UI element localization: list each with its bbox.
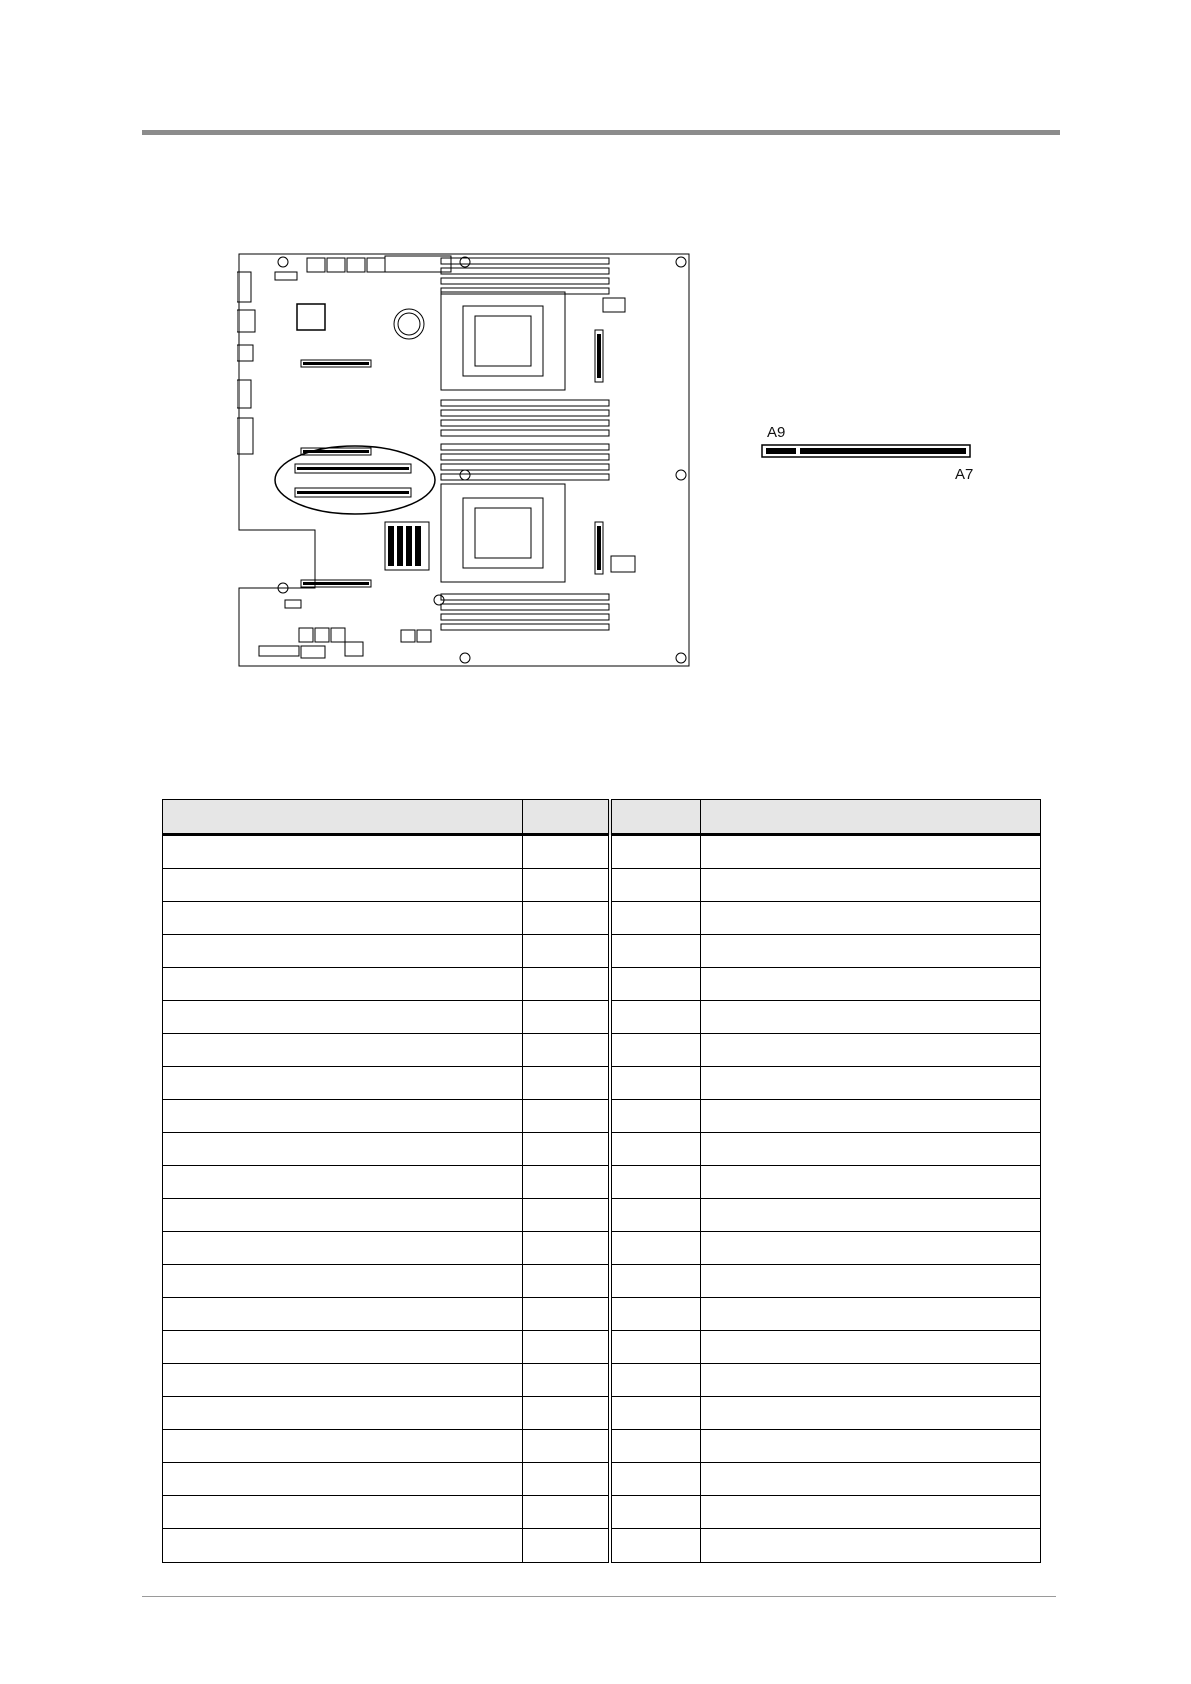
table-cell bbox=[701, 1199, 1041, 1232]
column-header bbox=[701, 800, 1041, 835]
table-cell bbox=[610, 1100, 701, 1133]
table-header-row bbox=[163, 800, 1041, 835]
table-cell bbox=[701, 1100, 1041, 1133]
table-cell bbox=[163, 1265, 523, 1298]
connector-pin-diagram bbox=[760, 420, 980, 480]
table-cell bbox=[701, 1001, 1041, 1034]
table-cell bbox=[701, 968, 1041, 1001]
table-cell bbox=[701, 1166, 1041, 1199]
table-cell bbox=[610, 1067, 701, 1100]
table-cell bbox=[163, 1232, 523, 1265]
table-cell bbox=[610, 968, 701, 1001]
footer-rule bbox=[142, 1596, 1056, 1597]
table-cell bbox=[701, 1067, 1041, 1100]
table-cell bbox=[610, 1034, 701, 1067]
table-cell bbox=[701, 1331, 1041, 1364]
table-row bbox=[163, 1034, 1041, 1067]
table-cell bbox=[523, 1166, 611, 1199]
table-cell bbox=[701, 1265, 1041, 1298]
table-row bbox=[163, 1331, 1041, 1364]
column-header bbox=[523, 800, 611, 835]
pin-end-label: A7 bbox=[955, 466, 974, 483]
table-cell bbox=[701, 902, 1041, 935]
table-cell bbox=[523, 1397, 611, 1430]
table-cell bbox=[163, 1166, 523, 1199]
table-row bbox=[163, 1100, 1041, 1133]
table-row bbox=[163, 1397, 1041, 1430]
table-cell bbox=[163, 1298, 523, 1331]
table-cell bbox=[523, 1133, 611, 1166]
table-cell bbox=[163, 1034, 523, 1067]
table-row bbox=[163, 869, 1041, 902]
table-cell bbox=[163, 968, 523, 1001]
table-cell bbox=[523, 1100, 611, 1133]
table-cell bbox=[610, 1232, 701, 1265]
table-row bbox=[163, 1430, 1041, 1463]
table-cell bbox=[163, 1430, 523, 1463]
table-cell bbox=[163, 902, 523, 935]
table-row bbox=[163, 1067, 1041, 1100]
table-cell bbox=[610, 1397, 701, 1430]
table-cell bbox=[701, 1496, 1041, 1529]
table-cell bbox=[701, 869, 1041, 902]
table-cell bbox=[163, 1331, 523, 1364]
column-header bbox=[610, 800, 701, 835]
table-row bbox=[163, 1166, 1041, 1199]
table-row bbox=[163, 902, 1041, 935]
table-cell bbox=[523, 1364, 611, 1397]
table-cell bbox=[163, 1133, 523, 1166]
table-cell bbox=[701, 1298, 1041, 1331]
table-row bbox=[163, 835, 1041, 869]
table-cell bbox=[701, 1463, 1041, 1496]
table-cell bbox=[610, 869, 701, 902]
table-cell bbox=[523, 1034, 611, 1067]
table-cell bbox=[163, 1463, 523, 1496]
table-row bbox=[163, 1265, 1041, 1298]
table-row bbox=[163, 1232, 1041, 1265]
table-cell bbox=[523, 902, 611, 935]
table-cell bbox=[610, 1199, 701, 1232]
table-cell bbox=[610, 902, 701, 935]
table-cell bbox=[610, 1529, 701, 1563]
table-row bbox=[163, 1298, 1041, 1331]
table-cell bbox=[523, 1463, 611, 1496]
table-cell bbox=[163, 1001, 523, 1034]
table-row bbox=[163, 1529, 1041, 1563]
header-rule bbox=[142, 130, 1060, 135]
table-row bbox=[163, 935, 1041, 968]
table-cell bbox=[701, 1430, 1041, 1463]
table-cell bbox=[163, 1199, 523, 1232]
table-cell bbox=[610, 1430, 701, 1463]
table-cell bbox=[610, 1265, 701, 1298]
table-cell bbox=[610, 1364, 701, 1397]
table-cell bbox=[523, 1298, 611, 1331]
table-cell bbox=[163, 869, 523, 902]
table-row bbox=[163, 1199, 1041, 1232]
table-cell bbox=[610, 1133, 701, 1166]
table-cell bbox=[523, 1232, 611, 1265]
column-header bbox=[163, 800, 523, 835]
table-row bbox=[163, 1133, 1041, 1166]
table-cell bbox=[163, 935, 523, 968]
table-cell bbox=[523, 1529, 611, 1563]
table-cell bbox=[610, 1166, 701, 1199]
table-cell bbox=[701, 1397, 1041, 1430]
table-row bbox=[163, 1364, 1041, 1397]
table-cell bbox=[701, 1232, 1041, 1265]
table-cell bbox=[523, 1067, 611, 1100]
table-cell bbox=[610, 1331, 701, 1364]
table-cell bbox=[523, 1496, 611, 1529]
table-cell bbox=[163, 1364, 523, 1397]
table-cell bbox=[163, 1397, 523, 1430]
table-cell bbox=[163, 1100, 523, 1133]
table-cell bbox=[701, 1364, 1041, 1397]
table-cell bbox=[523, 835, 611, 869]
table-cell bbox=[523, 1199, 611, 1232]
table-cell bbox=[523, 869, 611, 902]
table-cell bbox=[523, 1331, 611, 1364]
table-cell bbox=[163, 1067, 523, 1100]
table-cell bbox=[523, 1430, 611, 1463]
table-cell bbox=[610, 1298, 701, 1331]
table-cell bbox=[701, 935, 1041, 968]
motherboard-diagram bbox=[237, 250, 697, 670]
table-cell bbox=[610, 835, 701, 869]
table-row bbox=[163, 968, 1041, 1001]
table-cell bbox=[523, 968, 611, 1001]
pin-definition-table bbox=[162, 799, 1041, 1563]
table-cell bbox=[163, 1529, 523, 1563]
table-cell bbox=[610, 1463, 701, 1496]
table-body bbox=[163, 835, 1041, 1563]
table-cell bbox=[610, 1496, 701, 1529]
table-row bbox=[163, 1463, 1041, 1496]
table-cell bbox=[523, 935, 611, 968]
table-cell bbox=[701, 1034, 1041, 1067]
table-cell bbox=[701, 1529, 1041, 1563]
table-cell bbox=[163, 1496, 523, 1529]
table-row bbox=[163, 1001, 1041, 1034]
table-cell bbox=[523, 1265, 611, 1298]
table-cell bbox=[523, 1001, 611, 1034]
table-cell bbox=[610, 1001, 701, 1034]
table-row bbox=[163, 1496, 1041, 1529]
table-cell bbox=[701, 835, 1041, 869]
table-cell bbox=[163, 835, 523, 869]
pin-start-label: A9 bbox=[767, 424, 786, 441]
table-cell bbox=[610, 935, 701, 968]
table-cell bbox=[701, 1133, 1041, 1166]
